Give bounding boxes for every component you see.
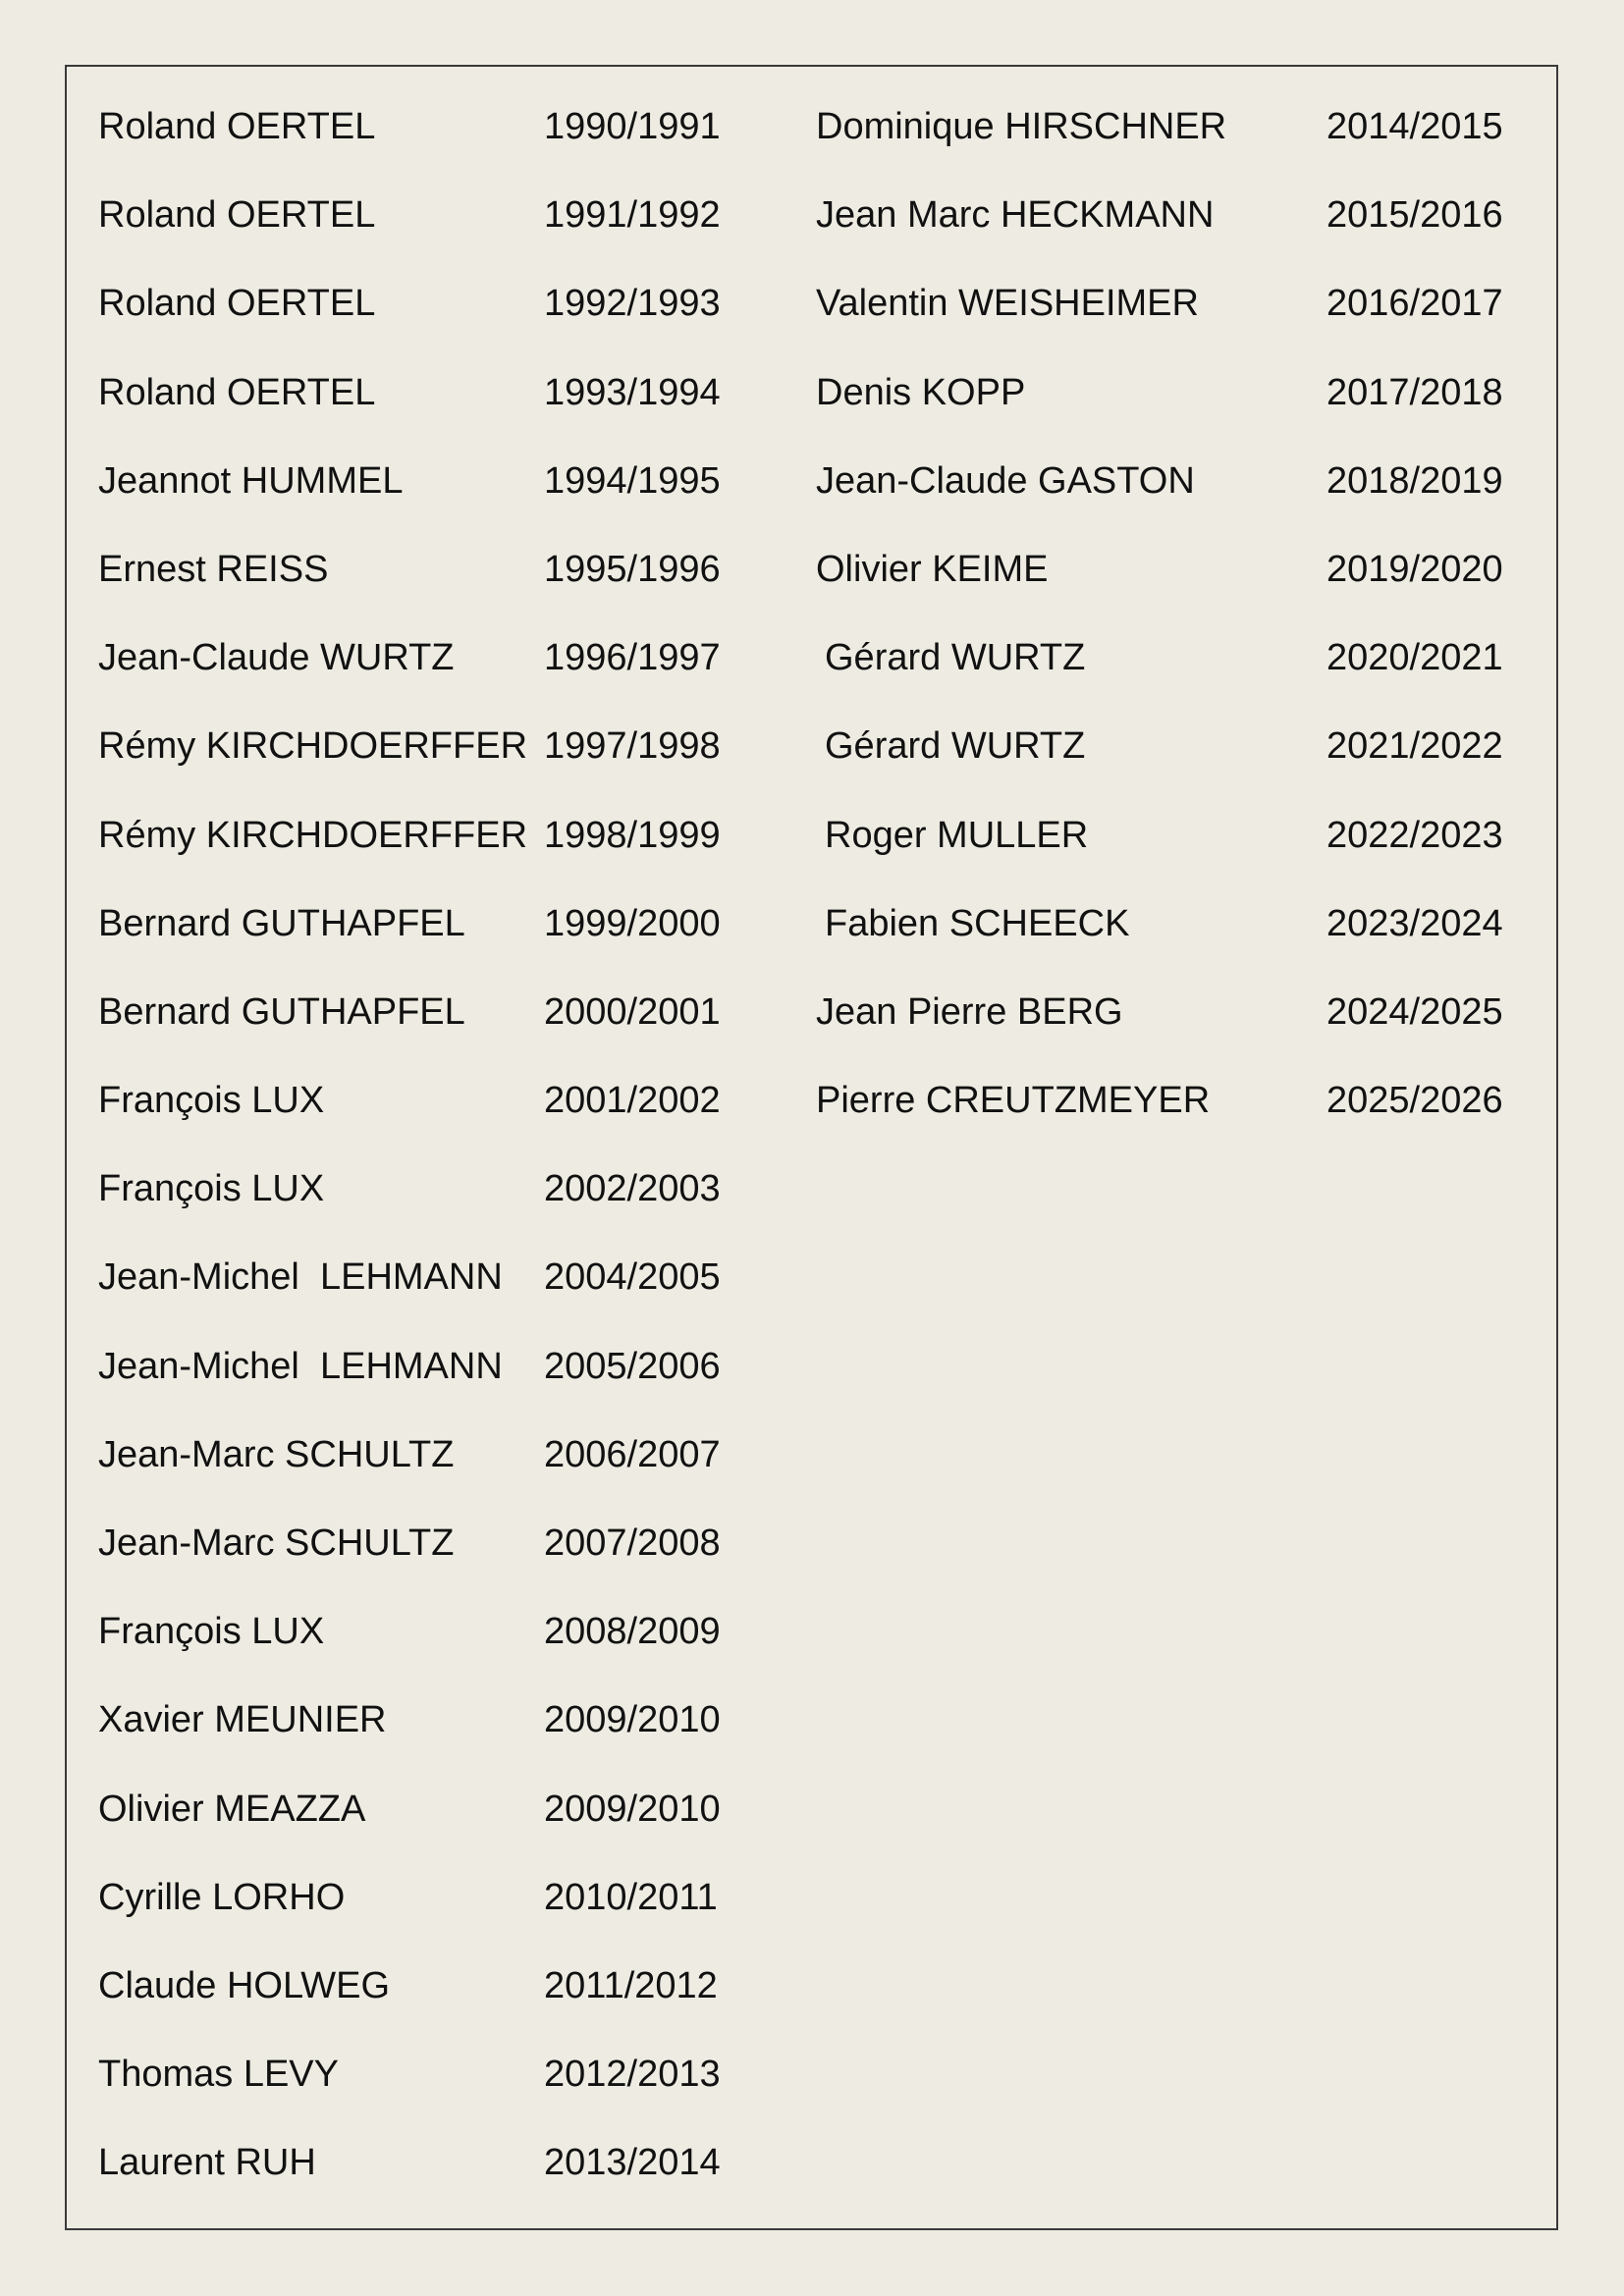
term-period: 2013/2014 xyxy=(544,2142,721,2184)
term-period: 2022/2023 xyxy=(1326,814,1503,856)
list-item xyxy=(98,1424,746,1513)
person-name: Roland OERTEL xyxy=(98,106,376,147)
person-name: Jean-Marc SCHULTZ xyxy=(98,1433,455,1475)
list-item xyxy=(816,805,1523,893)
left-column-list xyxy=(98,96,746,2221)
list-item xyxy=(98,1070,746,1158)
person-name: Roland OERTEL xyxy=(98,194,376,237)
list-item xyxy=(816,273,1523,361)
list-item xyxy=(98,96,746,185)
person-name: Gérard WURTZ xyxy=(825,725,1086,768)
right-column-list xyxy=(816,96,1523,1158)
term-period: 2009/2010 xyxy=(544,1699,721,1741)
term-period: 2020/2021 xyxy=(1326,637,1503,679)
list-item xyxy=(816,96,1523,185)
person-name: Dominique HIRSCHNER xyxy=(816,106,1227,147)
list-item xyxy=(98,716,746,804)
person-name: Thomas LEVY xyxy=(98,2054,339,2096)
person-name: François LUX xyxy=(98,1080,325,1122)
term-period: 1990/1991 xyxy=(544,106,721,147)
term-period: 1995/1996 xyxy=(544,548,721,590)
term-period: 2012/2013 xyxy=(544,2054,721,2096)
term-period: 1991/1992 xyxy=(544,194,721,237)
person-name: Laurent RUH xyxy=(98,2142,316,2184)
list-item xyxy=(98,1601,746,1689)
person-name: Rémy KIRCHDOERFFER xyxy=(98,725,528,768)
list-item xyxy=(98,627,746,716)
term-period: 2008/2009 xyxy=(544,1611,721,1653)
person-name: François LUX xyxy=(98,1168,325,1210)
term-period: 2015/2016 xyxy=(1326,194,1503,237)
term-period: 2018/2019 xyxy=(1326,459,1503,502)
list-item xyxy=(816,362,1523,451)
person-name: Jean-Claude WURTZ xyxy=(98,637,455,679)
term-period: 1992/1993 xyxy=(544,283,721,325)
list-item xyxy=(816,893,1523,982)
list-item xyxy=(98,2132,746,2220)
list-item xyxy=(98,539,746,627)
person-name: Ernest REISS xyxy=(98,548,329,590)
person-name: Valentin WEISHEIMER xyxy=(816,283,1199,325)
list-item xyxy=(816,185,1523,273)
person-name: Fabien SCHEECK xyxy=(825,902,1130,944)
list-item xyxy=(98,982,746,1070)
term-period: 1999/2000 xyxy=(544,902,721,944)
list-item xyxy=(816,716,1523,804)
list-item xyxy=(98,805,746,893)
person-name: Rémy KIRCHDOERFFER xyxy=(98,814,528,856)
list-item xyxy=(98,1247,746,1335)
person-name: Jean-Claude GASTON xyxy=(816,459,1195,502)
term-period: 1996/1997 xyxy=(544,637,721,679)
term-period: 2005/2006 xyxy=(544,1345,721,1387)
term-period: 2001/2002 xyxy=(544,1080,721,1122)
term-period: 2021/2022 xyxy=(1326,725,1503,768)
list-item xyxy=(816,982,1523,1070)
person-name: Olivier MEAZZA xyxy=(98,1788,366,1830)
term-period: 2016/2017 xyxy=(1326,283,1503,325)
person-name: Bernard GUTHAPFEL xyxy=(98,990,465,1033)
person-name: Jean-Marc SCHULTZ xyxy=(98,1522,455,1564)
term-period: 2010/2011 xyxy=(544,1876,718,1918)
person-name: Roger MULLER xyxy=(825,814,1089,856)
person-name: François LUX xyxy=(98,1611,325,1653)
person-name: Roland OERTEL xyxy=(98,283,376,325)
person-name: Olivier KEIME xyxy=(816,548,1049,590)
person-name: Denis KOPP xyxy=(816,371,1026,413)
term-period: 2014/2015 xyxy=(1326,106,1503,147)
term-period: 2000/2001 xyxy=(544,990,721,1033)
term-period: 2002/2003 xyxy=(544,1168,721,1210)
term-period: 2024/2025 xyxy=(1326,990,1503,1033)
person-name: Bernard GUTHAPFEL xyxy=(98,902,465,944)
term-period: 2019/2020 xyxy=(1326,548,1503,590)
person-name: Jean-Michel LEHMANN xyxy=(98,1345,503,1387)
list-item xyxy=(98,2044,746,2132)
person-name: Gérard WURTZ xyxy=(825,637,1086,679)
list-item xyxy=(816,1070,1523,1158)
person-name: Pierre CREUTZMEYER xyxy=(816,1080,1211,1122)
list-item xyxy=(98,1336,746,1424)
person-name: Jean-Michel LEHMANN xyxy=(98,1256,503,1299)
term-period: 2025/2026 xyxy=(1326,1080,1503,1122)
list-item xyxy=(98,893,746,982)
list-item xyxy=(816,539,1523,627)
person-name: Cyrille LORHO xyxy=(98,1876,346,1918)
list-item xyxy=(98,1158,746,1247)
list-item xyxy=(98,1779,746,1867)
list-item xyxy=(98,451,746,539)
list-item xyxy=(98,1867,746,1955)
term-period: 2004/2005 xyxy=(544,1256,721,1299)
term-period: 2011/2012 xyxy=(544,1964,718,2006)
term-period: 1997/1998 xyxy=(544,725,721,768)
list-item xyxy=(98,1689,746,1778)
term-period: 1993/1994 xyxy=(544,371,721,413)
list-item xyxy=(816,451,1523,539)
person-name: Jeannot HUMMEL xyxy=(98,459,404,502)
list-item xyxy=(98,273,746,361)
list-item xyxy=(98,185,746,273)
list-item xyxy=(98,1955,746,2044)
list-item xyxy=(98,1513,746,1601)
person-name: Roland OERTEL xyxy=(98,371,376,413)
term-period: 1998/1999 xyxy=(544,814,721,856)
person-name: Xavier MEUNIER xyxy=(98,1699,387,1741)
term-period: 1994/1995 xyxy=(544,459,721,502)
person-name: Jean Marc HECKMANN xyxy=(816,194,1215,237)
term-period: 2017/2018 xyxy=(1326,371,1503,413)
list-item xyxy=(816,627,1523,716)
term-period: 2007/2008 xyxy=(544,1522,721,1564)
term-period: 2023/2024 xyxy=(1326,902,1503,944)
term-period: 2009/2010 xyxy=(544,1788,721,1830)
list-item xyxy=(98,362,746,451)
term-period: 2006/2007 xyxy=(544,1433,721,1475)
person-name: Claude HOLWEG xyxy=(98,1964,391,2006)
person-name: Jean Pierre BERG xyxy=(816,990,1123,1033)
